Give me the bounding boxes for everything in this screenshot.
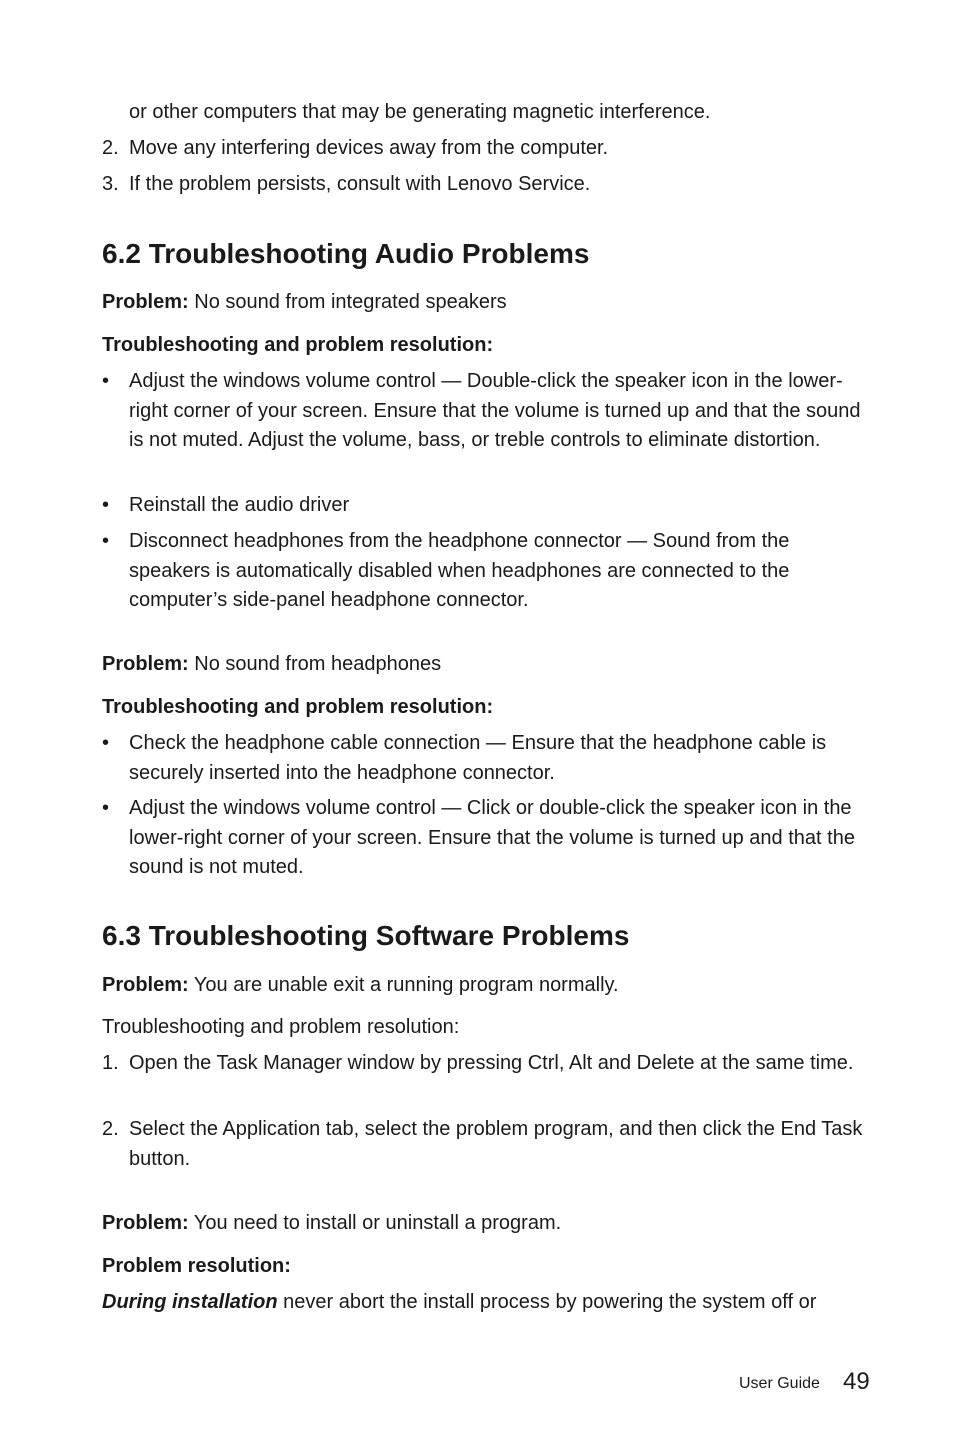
problem-text: You need to install or uninstall a program. (193, 1212, 562, 1234)
bullet-marker: • (102, 797, 110, 819)
emphasis-text: During installation (102, 1291, 278, 1313)
problem-text: No sound from integrated speakers (194, 291, 507, 313)
bullet-text: Adjust the windows volume control — Double-click the speaker icon in the lower-right corner of your screen. Ensure that the volume is turned up and that the sound is not muted. Adjust the volume, bass, or treble controls to eliminate distortion. (129, 370, 861, 451)
problem-statement (102, 288, 507, 318)
problem-label: Problem: (102, 974, 189, 996)
problem-text: No sound from headphones (194, 653, 442, 675)
footer-label: User Guide (739, 1375, 820, 1392)
problem-label: Problem: (102, 1212, 189, 1234)
step-text: Select the Application tab, select the problem program, and then click the End Task button. (129, 1118, 863, 1170)
list-item-continuation: or other computers that may be generating magnetic interference. (129, 101, 711, 123)
section-heading-software: 6.3 Troubleshooting Software Problems (102, 920, 630, 951)
paragraph-text: never abort the install process by powering the system off or (283, 1291, 817, 1313)
section-heading-audio: 6.2 Troubleshooting Audio Problems (102, 238, 590, 269)
problem-text: You are unable exit a running program normally. (193, 974, 619, 996)
bullet-text: Check the headphone cable connection — Ensure that the headphone cable is securely inserted into the headphone connector. (129, 732, 827, 784)
resolution-label: Troubleshooting and problem resolution: (102, 696, 494, 718)
list-marker: 3. (102, 173, 119, 195)
bullet-marker: • (102, 732, 110, 754)
step-marker: 1. (102, 1052, 119, 1074)
bullet-marker: • (102, 530, 110, 552)
resolution-label: Troubleshooting and problem resolution: (102, 1016, 460, 1038)
list-marker: 2. (102, 137, 119, 159)
step-marker: 2. (102, 1118, 119, 1140)
resolution-paragraph (102, 1288, 874, 1318)
bullet-text: Reinstall the audio driver (129, 494, 350, 516)
resolution-label: Problem resolution: (102, 1255, 291, 1277)
problem-label: Problem: (102, 653, 189, 675)
resolution-label: Troubleshooting and problem resolution: (102, 334, 494, 356)
bullet-marker: • (102, 370, 110, 392)
bullet-text: Adjust the windows volume control — Click or double-click the speaker icon in the lower-right corner of your screen. Ensure that the volume is turned up and that the sound is not muted. (129, 797, 855, 878)
problem-statement (102, 650, 441, 680)
bullet-text: Disconnect headphones from the headphone connector — Sound from the speakers is automatically disabled when headphones are connected to the computer’s side-panel headphone connector. (129, 530, 790, 611)
list-item-text: Move any interfering devices away from the computer. (129, 137, 609, 159)
step-text: Open the Task Manager window by pressing Ctrl, Alt and Delete at the same time. (129, 1052, 854, 1074)
problem-statement (102, 1209, 561, 1239)
problem-label: Problem: (102, 291, 189, 313)
problem-statement (102, 971, 619, 1001)
bullet-marker: • (102, 494, 110, 516)
list-item-text: If the problem persists, consult with Lenovo Service. (129, 173, 591, 195)
page-number: 49 (843, 1368, 870, 1395)
